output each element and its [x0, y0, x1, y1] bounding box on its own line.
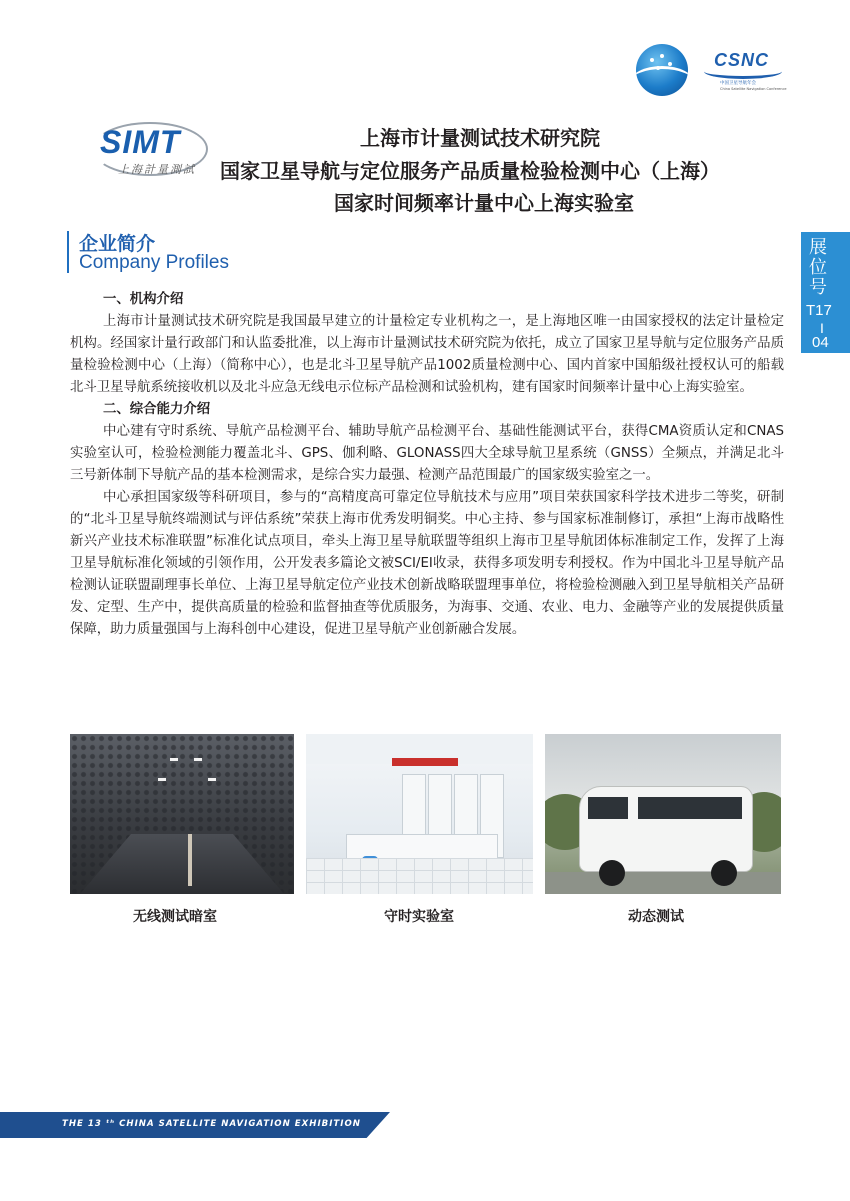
- section-accent-bar: [67, 231, 69, 273]
- paragraph-research: 中心承担国家级等科研项目，参与的“高精度高可靠定位导航技术与应用”项目荣获国家科学技术进步二等奖，研制的“北斗卫星导航终端测试与评估系统”荣获上海市优秀发明铜奖。中心主持、参与国家标准制修订，承担“上海市战略性新兴产业技术标准联盟”标准化试点项目，牵头上海卫星导航联盟等组织上海市卫星导航团体标准制定工作，发挥了上海卫星导航标准化领域的引领作用，公开发表多篇论文被SCI/EI收录，获得多项发明专利授权。作为中国北斗卫星导航产品检测认证联盟副理事长单位、上海卫星导航定位产业技术创新战略联盟理事单位，将检验检测融入到卫星导航相关产品研发、定型、生产中，提供高质量的检验和监督抽查等优质服务，为海事、交通、农业、电力、金融等产业的发展提供质量保障，助力质量强国与上海科创中心建设，促进卫星导航产业创新融合发展。: [70, 490, 784, 637]
- profile-body: [70, 289, 784, 641]
- simt-cn-name: 上海計量測試: [118, 163, 196, 176]
- paragraph-capability: 中心建有守时系统、导航产品检测平台、辅助导航产品检测平台、基础性能测试平台，获得CMA资质认定和CNAS实验室认可，检验检测能力覆盖北斗、GPS、伽利略、GLONASS四大全球导航卫星系统（GNSS）全频点，并满足北斗三号新体制下导航产品的基本检测需求，是综合实力最强、检测产品范围最广的国家级实验室之一。: [70, 424, 784, 483]
- booth-tab-char: 展: [809, 237, 827, 258]
- csnc-en-name: China Satellite Navigation Conference: [720, 87, 787, 91]
- booth-tab-char: 位: [809, 257, 827, 278]
- star-icon: [668, 62, 672, 66]
- exhibition-banner-text: THE 13 ᵗʰ CHINA SATELLITE NAVIGATION EXHIBITION: [62, 1119, 361, 1129]
- light-icon: [194, 758, 202, 761]
- booth-number-top: T17: [806, 302, 832, 319]
- star-icon: [656, 66, 660, 70]
- star-icon: [650, 58, 654, 62]
- van-side-windows: [638, 797, 742, 819]
- simt-wordmark: SIMT: [100, 124, 181, 160]
- photo-caption-lab: 守时实验室: [384, 909, 454, 925]
- booth-number-bottom: 04: [812, 334, 829, 351]
- paragraph-institution: 上海市计量测试技术研究院是我国最早建立的计量检定专业机构之一，是上海地区唯一由国家授权的法定计量检定机构。经国家计量行政部门和认监委批准，以上海市计量测试技术研究院为依托，成立了国家卫星导航与定位服务产品质量检验检测中心（上海）（简称中心），也是北斗卫星导航产品1002质量检测中心、国内首家中国船级社授权认可的船载北斗卫星导航系统接收机以及北斗应急无线电示位标产品检测和试验机构，建有国家时间频率计量中心上海实验室。: [70, 314, 784, 395]
- globe-orbit-arc: [636, 66, 688, 96]
- booth-number-tab: [801, 232, 850, 353]
- light-icon: [208, 778, 216, 781]
- section-title-en: Company Profiles: [79, 252, 229, 273]
- van-windshield: [588, 797, 628, 819]
- heading-capability-intro: 二、综合能力介绍: [103, 402, 211, 417]
- photo-caption-chamber: 无线测试暗室: [133, 909, 217, 925]
- csnc-wordmark: CSNC: [714, 50, 770, 70]
- csnc-logo: [700, 46, 786, 96]
- wheel-icon: [711, 860, 737, 886]
- heading-institution-intro: 一、机构介绍: [103, 292, 184, 307]
- photo-time-keeping-lab: [306, 734, 533, 894]
- org-title-line-2: 国家卫星导航与定位服务产品质量检验检测中心（上海）: [220, 159, 720, 183]
- star-icon: [660, 54, 664, 58]
- booth-tab-char: 号: [809, 277, 827, 298]
- photo-dynamic-test-van: [545, 734, 781, 894]
- org-title-line-3: 国家时间频率计量中心上海实验室: [334, 191, 634, 215]
- light-icon: [158, 778, 166, 781]
- org-title-line-1: 上海市计量测试技术研究院: [360, 126, 600, 150]
- photo-caption-dynamic: 动态测试: [628, 909, 684, 925]
- bds-globe-logo: [636, 44, 688, 96]
- test-van: [579, 786, 753, 872]
- light-icon: [170, 758, 178, 761]
- wheel-icon: [599, 860, 625, 886]
- csnc-cn-name: 中国卫星导航年会: [720, 81, 756, 86]
- simt-logo: [92, 118, 212, 178]
- photo-anechoic-chamber: [70, 734, 294, 894]
- section-title-cn: 企业简介: [79, 233, 156, 255]
- antenna-mast: [188, 834, 192, 886]
- lab-floor: [306, 858, 533, 894]
- booth-number-separator: I: [820, 320, 824, 336]
- led-display: [392, 758, 458, 766]
- road: [545, 872, 781, 894]
